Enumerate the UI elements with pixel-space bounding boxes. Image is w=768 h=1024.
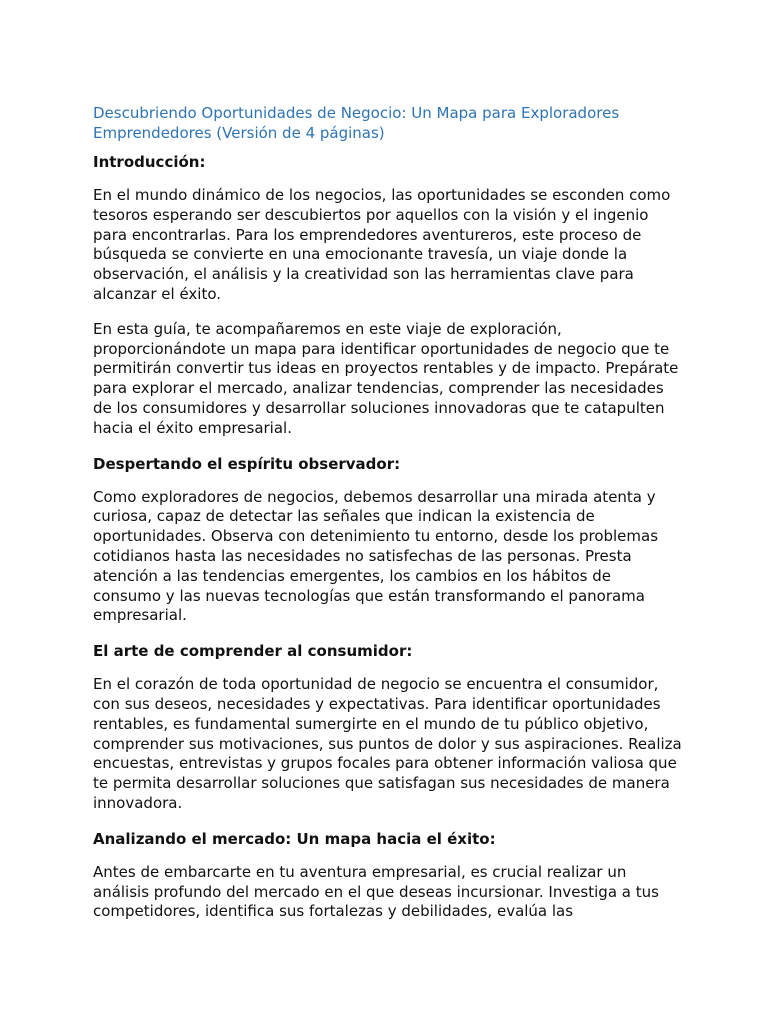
paragraph: En esta guía, te acompañaremos en este viaje de exploración, proporcionándote un mapa para identificar oportunidades de negocio que te permitirán convertir tus ideas en proyectos rentables y de impacto. Prepárate para explorar el mercado, analizar tendencias, comprender las necesidades de los consumidores y desarrollar soluciones innovadoras que te catapulten hacia el éxito empresarial. xyxy=(93,319,679,437)
document-title: Descubriendo Oportunidades de Negocio: Un Mapa para Exploradores Emprendedores (Versión de 4 páginas) xyxy=(93,104,620,142)
paragraph: Antes de embarcarte en tu aventura empresarial, es crucial realizar un análisis profundo del mercado en el que deseas incursionar. Investiga a tus competidores, identifica sus fortalezas y debilidades, evalúa las xyxy=(93,862,659,921)
document-page xyxy=(93,103,683,937)
section-heading-comprender-consumidor: El arte de comprender al consumidor: xyxy=(93,642,413,661)
section-heading-analizando-mercado: Analizando el mercado: Un mapa hacia el éxito: xyxy=(93,829,496,848)
paragraph: En el mundo dinámico de los negocios, las oportunidades se esconden como tesoros esperando ser descubiertos por aquellos con la visión y el ingenio para encontrarlas. Para los emprendedores aventureros, este proceso de búsqueda se convierte en una emocionante travesía, un viaje donde la observación, el análisis y la creatividad son las herramientas clave para alcanzar el éxito. xyxy=(93,186,671,303)
paragraph: En el corazón de toda oportunidad de negocio se encuentra el consumidor, con sus deseos, necesidades y expectativas. Para identificar oportunidades rentables, es fundamental sumergirte en el mundo de tu público objetivo, comprender sus motivaciones, sus puntos de dolor y sus aspiraciones. Realiza encuestas, entrevistas y grupos focales para obtener información valiosa que te permita desarrollar soluciones que satisfagan sus necesidades de manera innovadora. xyxy=(93,675,682,812)
section-heading-espiritu-observador: Despertando el espíritu observador: xyxy=(93,454,401,473)
section-heading-introduccion: Introducción: xyxy=(93,153,206,171)
paragraph: Como exploradores de negocios, debemos desarrollar una mirada atenta y curiosa, capaz de detectar las señales que indican la existencia de oportunidades. Observa con detenimiento tu entorno, desde los problemas cotidianos hasta las necesidades no satisfechas de las personas. Presta atención a las tendencias emergentes, los cambios en los hábitos de consumo y las nuevas tecnologías que están transformando el panorama empresarial. xyxy=(93,487,659,625)
